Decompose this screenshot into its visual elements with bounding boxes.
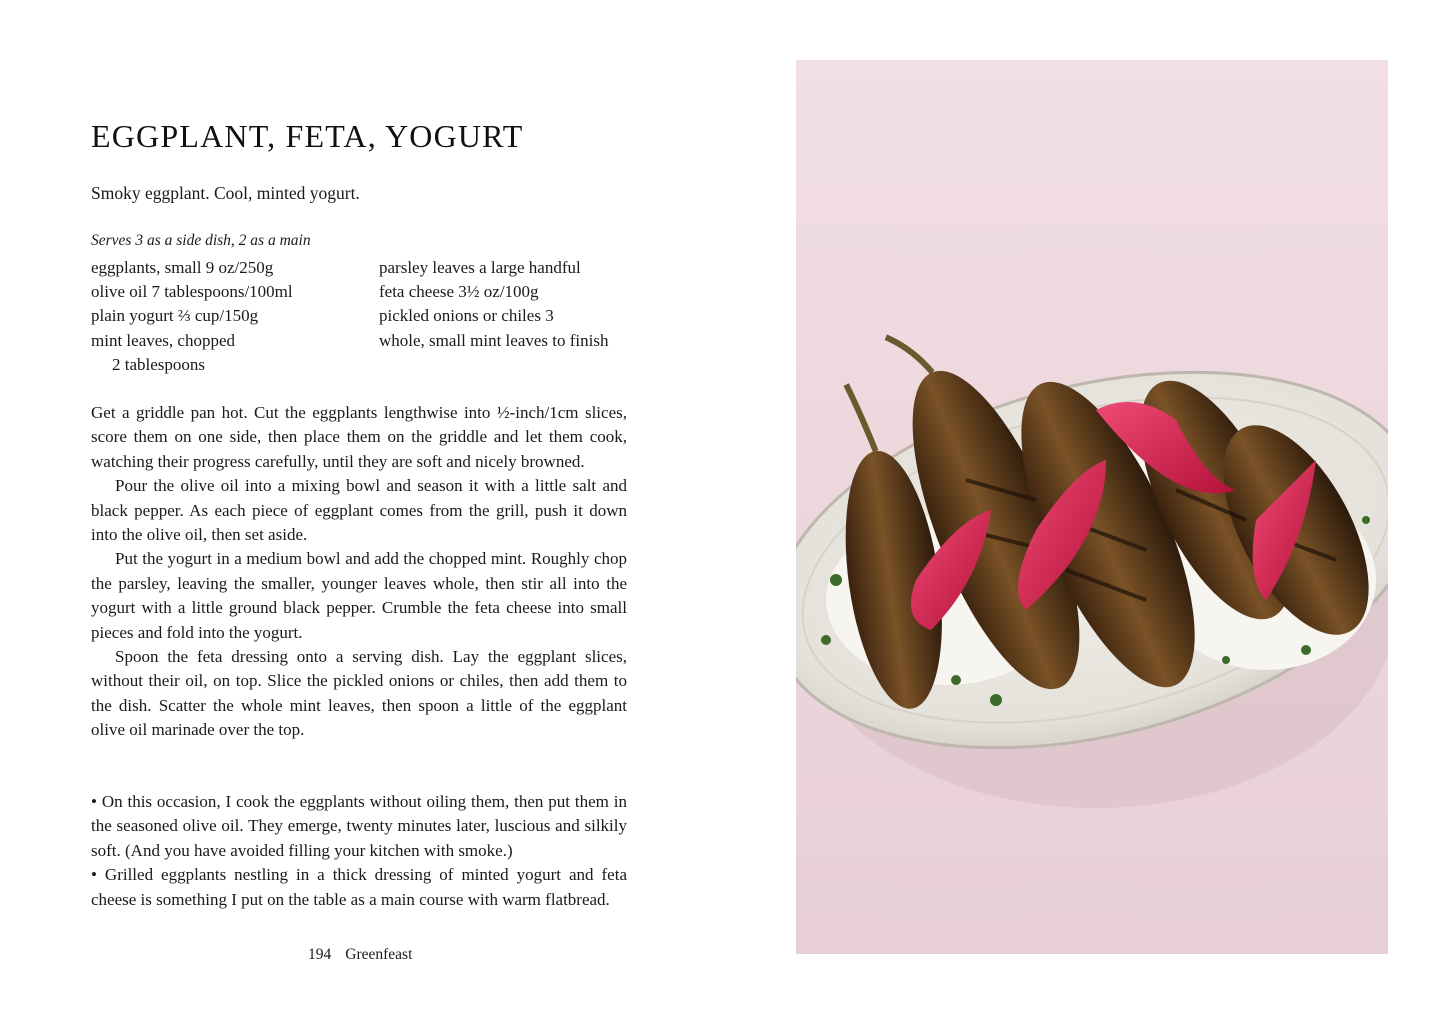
note-paragraph: • On this occasion, I cook the eggplants without oiling them, then put them in the seasoned olive oil. They emerge, twenty minutes later, luscious and silkily soft. (And you have avoided filling your kitchen with smoke.): [91, 792, 627, 860]
method-paragraph: Spoon the feta dressing onto a serving dish. Lay the eggplant slices, without their oil, on top. Slice the pickled onions or chiles, then add them to the dish. Scatter the whole mint leaves, then spoon a little of the eggplant olive oil marinade over the top.: [91, 647, 627, 740]
page-footer: [308, 946, 426, 964]
ingredient-item: mint leaves, chopped: [91, 330, 235, 350]
recipe-title: EGGPLANT, FETA, YOGURT: [91, 118, 524, 154]
ingredient-item: pickled onions or chiles 3: [379, 306, 554, 326]
dish-photo: [796, 60, 1388, 954]
method-paragraph: Pour the olive oil into a mixing bowl and season it with a little salt and black pepper. As each piece of eggplant comes from the grill, push it down into the olive oil, then set aside.: [91, 476, 627, 545]
ingredient-item: 2 tablespoons: [112, 354, 206, 374]
serves-line: Serves 3 as a side dish, 2 as a main: [91, 232, 311, 249]
ingredient-item: parsley leaves a large handful: [379, 258, 581, 277]
method-paragraph: Get a griddle pan hot. Cut the eggplants lengthwise into ½-inch/1cm slices, score them on one side, then place them on the griddle and let them cook, watching their progress carefully, until they are soft and nicely browned.: [91, 403, 627, 471]
plate-illustration: [796, 60, 1388, 954]
ingredients-right: [379, 256, 639, 353]
recipe-notes: [91, 790, 627, 912]
book-title: Greenfeast: [345, 946, 413, 963]
ingredient-item: olive oil 7 tablespoons/100ml: [91, 282, 293, 302]
method-text: [91, 401, 627, 743]
note-paragraph: • Grilled eggplants nestling in a thick dressing of minted yogurt and feta cheese is something I put on the table as a main course with warm flatbread.: [91, 865, 627, 909]
page-number: 194: [308, 946, 332, 963]
method-paragraph: Put the yogurt in a medium bowl and add the chopped mint. Roughly chop the parsley, leaving the smaller, younger leaves whole, then stir all into the yogurt with a little ground black pepper. Crumble the feta cheese into small pieces and fold into the yogurt.: [91, 549, 627, 642]
ingredient-item: feta cheese 3½ oz/100g: [379, 282, 539, 302]
ingredient-item: eggplants, small 9 oz/250g: [91, 258, 274, 277]
ingredients-left: [91, 256, 371, 377]
recipe-subtitle: Smoky eggplant. Cool, minted yogurt.: [91, 183, 360, 203]
ingredient-item: plain yogurt ⅔ cup/150g: [91, 306, 259, 326]
ingredient-item: whole, small mint leaves to finish: [379, 330, 609, 350]
